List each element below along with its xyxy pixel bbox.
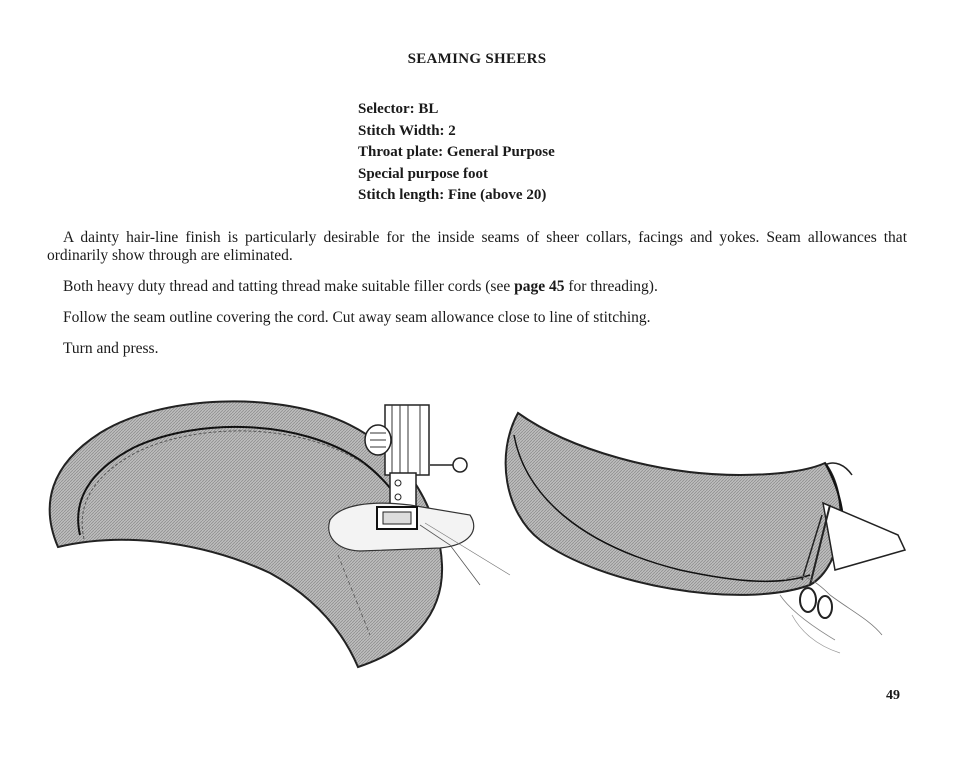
setting-foot: Special purpose foot: [358, 165, 489, 182]
paragraph-filler-cords: [47, 278, 907, 296]
page-reference-link: page 45: [514, 278, 565, 295]
paragraph-turn-press: Turn and press.: [63, 340, 159, 357]
collar-right-illustration: [506, 413, 905, 595]
page-title: SEAMING SHEERS: [407, 51, 547, 67]
setting-stitch-width: Stitch Width: 2: [358, 122, 456, 139]
setting-stitch-length: Stitch length: Fine (above 20): [358, 187, 547, 203]
instructions: [47, 229, 907, 371]
paragraph-intro: A dainty hair-line finish is particularly desirable for the inside seams of sheer collars, facings and yokes. Seam allowances that ordinarily show through are eliminated.: [47, 229, 907, 264]
page-number: 49: [886, 688, 900, 703]
paragraph-follow-seam: Follow the seam outline covering the cord. Cut away seam allowance close to line of stitching.: [63, 309, 651, 326]
paragraph-filler-text: Both heavy duty thread and tatting thread make suitable filler cords (see: [63, 278, 515, 295]
setting-selector: Selector: BL: [358, 101, 439, 117]
setting-throat-plate: Throat plate: General Purpose: [358, 144, 555, 160]
paragraph-filler-text-end: for threading).: [564, 278, 658, 295]
sewing-illustration: [40, 395, 910, 680]
machine-settings: [358, 99, 555, 207]
